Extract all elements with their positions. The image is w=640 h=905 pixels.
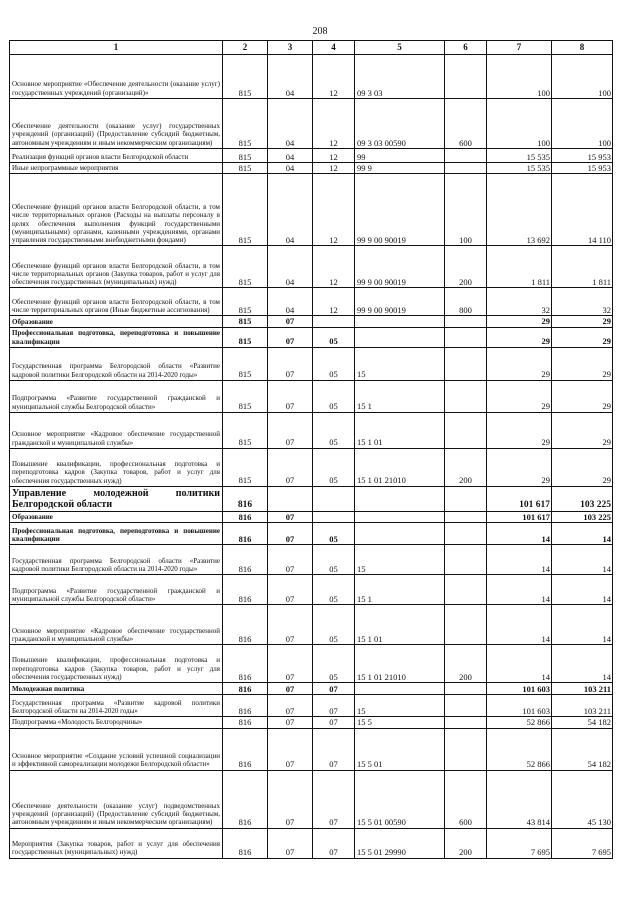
row-name-cell: Основное мероприятие «Кадровое обеспечение государственной гражданской и муниципальной службы» — [10, 605, 223, 645]
header-cell: 2 — [223, 41, 268, 55]
table-row — [10, 99, 613, 149]
budget-table — [9, 40, 613, 859]
row-c7-cell: 13 692 — [487, 174, 552, 246]
table-row — [10, 695, 613, 717]
row-c8-cell: 15 953 — [552, 163, 613, 174]
row-c6-cell — [445, 380, 487, 412]
row-name-cell: Иные непрограммные мероприятия — [10, 163, 223, 174]
row-c2-cell: 815 — [223, 99, 268, 149]
row-c2-cell: 815 — [223, 149, 268, 163]
row-name-cell: Обеспечение функций органов власти Белгородской области, в том числе территориальных органов (Закупка товаров, работ и услуг для обеспечения государственных (муниципальных) нужд) — [10, 246, 223, 288]
row-c8-cell: 54 182 — [552, 728, 613, 770]
row-c7-cell: 29 — [487, 347, 552, 380]
row-c4-cell: 12 — [313, 174, 355, 246]
row-c5-cell: 99 — [355, 149, 445, 163]
table-body — [10, 55, 613, 859]
row-name-cell: Подпрограмма «Развитие государственной гражданской и муниципальной службы Белгородской области» — [10, 575, 223, 605]
row-c4-cell — [313, 486, 355, 511]
row-c2-cell: 816 — [223, 605, 268, 645]
row-c6-cell — [445, 695, 487, 717]
row-c7-cell: 101 603 — [487, 695, 552, 717]
row-c7-cell: 14 — [487, 645, 552, 683]
row-c4-cell: 12 — [313, 163, 355, 174]
row-c8-cell: 45 130 — [552, 770, 613, 828]
table-row — [10, 828, 613, 858]
row-name-cell: Государственная программа «Развитие кадровой политики Белгородской области на 2014-2020 годы» — [10, 695, 223, 717]
row-c4-cell: 07 — [313, 828, 355, 858]
row-c3-cell: 07 — [268, 316, 313, 327]
row-name-cell: Мероприятия (Закупка товаров, работ и услуг для обеспечения государственных (муниципальных) нужд) — [10, 828, 223, 858]
row-c7-cell: 32 — [487, 288, 552, 316]
row-c2-cell: 815 — [223, 347, 268, 380]
row-c7-cell: 1 811 — [487, 246, 552, 288]
row-c8-cell: 14 — [552, 605, 613, 645]
row-c6-cell — [445, 347, 487, 380]
header-cell: 7 — [487, 41, 552, 55]
row-c2-cell: 815 — [223, 288, 268, 316]
row-c2-cell: 816 — [223, 717, 268, 728]
row-c8-cell: 29 — [552, 347, 613, 380]
row-c8-cell: 14 — [552, 523, 613, 545]
table-row — [10, 412, 613, 448]
row-c5-cell: 15 5 01 — [355, 728, 445, 770]
row-name-cell: Обеспечение функций органов власти Белгородской области, в том числе территориальных органов (Расходы на выплаты персоналу в целях обеспечения выполнения функций государственными (муниципальными) органами, казенными учреждениями, органами управления государственными внебюджетными фондами) — [10, 174, 223, 246]
row-c2-cell: 816 — [223, 645, 268, 683]
row-c2-cell: 816 — [223, 683, 268, 695]
row-c6-cell: 100 — [445, 174, 487, 246]
table-row — [10, 645, 613, 683]
row-c6-cell: 800 — [445, 288, 487, 316]
table-row — [10, 174, 613, 246]
row-c3-cell: 07 — [268, 545, 313, 575]
row-c7-cell: 52 866 — [487, 728, 552, 770]
row-name-cell: Реализация функций органов власти Белгородской области — [10, 149, 223, 163]
row-c7-cell: 101 617 — [487, 486, 552, 511]
row-c2-cell: 815 — [223, 174, 268, 246]
row-c8-cell: 29 — [552, 448, 613, 486]
header-row — [10, 41, 613, 55]
row-c5-cell: 09 3 03 — [355, 55, 445, 99]
row-c3-cell: 07 — [268, 511, 313, 522]
row-c8-cell: 103 225 — [552, 511, 613, 522]
row-name-cell: Обеспечение функций органов власти Белгородской области, в том числе территориальных органов (Иные бюджетные ассигнования) — [10, 288, 223, 316]
row-name-cell: Подпрограмма «Молодость Белгородчины» — [10, 717, 223, 728]
row-c5-cell — [355, 523, 445, 545]
table-row — [10, 545, 613, 575]
row-c6-cell: 600 — [445, 99, 487, 149]
row-c7-cell: 14 — [487, 523, 552, 545]
row-c2-cell: 816 — [223, 486, 268, 511]
row-c4-cell: 12 — [313, 149, 355, 163]
row-c7-cell: 52 866 — [487, 717, 552, 728]
row-c5-cell: 15 — [355, 695, 445, 717]
row-c8-cell: 14 — [552, 575, 613, 605]
row-c3-cell: 07 — [268, 828, 313, 858]
table-row — [10, 288, 613, 316]
row-c2-cell: 815 — [223, 246, 268, 288]
row-c3-cell: 07 — [268, 412, 313, 448]
table-row — [10, 523, 613, 545]
table-row — [10, 511, 613, 522]
row-c2-cell: 816 — [223, 545, 268, 575]
row-c5-cell: 99 9 — [355, 163, 445, 174]
row-c8-cell: 54 182 — [552, 717, 613, 728]
table-row — [10, 605, 613, 645]
row-c6-cell — [445, 412, 487, 448]
table-row — [10, 770, 613, 828]
row-c3-cell: 04 — [268, 163, 313, 174]
row-c5-cell — [355, 683, 445, 695]
table-row — [10, 486, 613, 511]
table-row — [10, 575, 613, 605]
table-row — [10, 327, 613, 347]
row-name-cell: Повышение квалификации, профессиональная подготовка и переподготовка кадров (Закупка товаров, работ и услуг для обеспечения государственных нужд) — [10, 448, 223, 486]
row-c4-cell: 05 — [313, 645, 355, 683]
row-c5-cell — [355, 486, 445, 511]
row-c3-cell: 04 — [268, 55, 313, 99]
row-c7-cell: 14 — [487, 605, 552, 645]
row-c2-cell: 816 — [223, 828, 268, 858]
row-c6-cell — [445, 683, 487, 695]
row-name-cell: Основное мероприятие «Обеспечение деятельности (оказание услуг) государственных учреждений (организаций)» — [10, 55, 223, 99]
row-c2-cell: 816 — [223, 523, 268, 545]
row-c4-cell: 05 — [313, 347, 355, 380]
row-name-cell: Основное мероприятие «Создание условий успешной социализации и эффективной самореализации молодежи Белгородской области» — [10, 728, 223, 770]
row-c5-cell: 09 3 03 00590 — [355, 99, 445, 149]
table-row — [10, 683, 613, 695]
row-c4-cell: 07 — [313, 728, 355, 770]
table-row — [10, 149, 613, 163]
row-c7-cell: 7 695 — [487, 828, 552, 858]
table-row — [10, 163, 613, 174]
row-c4-cell: 05 — [313, 575, 355, 605]
row-c8-cell: 29 — [552, 316, 613, 327]
row-c6-cell — [445, 523, 487, 545]
row-c7-cell: 29 — [487, 316, 552, 327]
row-c8-cell: 103 211 — [552, 695, 613, 717]
row-c3-cell: 07 — [268, 523, 313, 545]
row-c8-cell: 14 110 — [552, 174, 613, 246]
row-c4-cell: 07 — [313, 683, 355, 695]
header-cell: 6 — [445, 41, 487, 55]
table-row — [10, 55, 613, 99]
row-c6-cell — [445, 511, 487, 522]
row-name-cell: Государственная программа Белгородской области «Развитие кадровой политики Белгородской области на 2014-2020 годы» — [10, 545, 223, 575]
row-c4-cell — [313, 316, 355, 327]
row-name-cell: Управление молодежной политики Белгородской области — [10, 486, 223, 511]
row-c8-cell: 14 — [552, 545, 613, 575]
row-c6-cell — [445, 316, 487, 327]
row-c4-cell: 12 — [313, 99, 355, 149]
row-c3-cell: 07 — [268, 728, 313, 770]
header-cell: 8 — [552, 41, 613, 55]
row-c3-cell — [268, 486, 313, 511]
row-c8-cell: 103 225 — [552, 486, 613, 511]
row-c2-cell: 816 — [223, 511, 268, 522]
header-cell: 4 — [313, 41, 355, 55]
row-c5-cell: 15 — [355, 347, 445, 380]
row-c4-cell: 12 — [313, 288, 355, 316]
row-c2-cell: 815 — [223, 327, 268, 347]
row-c2-cell: 816 — [223, 770, 268, 828]
row-c6-cell — [445, 327, 487, 347]
row-c2-cell: 815 — [223, 163, 268, 174]
row-c3-cell: 07 — [268, 770, 313, 828]
row-c5-cell: 15 1 01 — [355, 412, 445, 448]
row-c7-cell: 14 — [487, 545, 552, 575]
row-c6-cell: 200 — [445, 448, 487, 486]
row-c8-cell: 15 953 — [552, 149, 613, 163]
row-c8-cell: 14 — [552, 645, 613, 683]
row-c7-cell: 14 — [487, 575, 552, 605]
row-c4-cell: 05 — [313, 523, 355, 545]
table-row — [10, 316, 613, 327]
row-c5-cell — [355, 316, 445, 327]
row-c4-cell: 07 — [313, 770, 355, 828]
row-name-cell: Государственная программа Белгородской области «Развитие кадровой политики Белгородской области на 2014-2020 годы» — [10, 347, 223, 380]
row-c3-cell: 04 — [268, 174, 313, 246]
table-row — [10, 347, 613, 380]
row-c8-cell: 103 211 — [552, 683, 613, 695]
row-c5-cell — [355, 511, 445, 522]
row-c2-cell: 815 — [223, 412, 268, 448]
table-row — [10, 717, 613, 728]
row-name-cell: Обеспечение деятельности (оказание услуг) государственных учреждений (организаций) (Предоставление субсидий бюджетным, автономным учреждениям и иным некоммерческим организациям) — [10, 99, 223, 149]
row-c4-cell: 05 — [313, 545, 355, 575]
row-c3-cell: 07 — [268, 380, 313, 412]
table-row — [10, 380, 613, 412]
row-c2-cell: 815 — [223, 316, 268, 327]
row-name-cell: Молодежная политика — [10, 683, 223, 695]
row-c7-cell: 15 535 — [487, 163, 552, 174]
row-c3-cell: 07 — [268, 683, 313, 695]
header-cell: 1 — [10, 41, 223, 55]
row-c4-cell: 05 — [313, 605, 355, 645]
row-name-cell: Профессиональная подготовка, переподготовка и повышение квалификации — [10, 327, 223, 347]
row-c5-cell: 15 — [355, 545, 445, 575]
row-c3-cell: 04 — [268, 246, 313, 288]
row-name-cell: Повышение квалификации, профессиональная подготовка и переподготовка кадров (Закупка товаров, работ и услуг для обеспечения государственных нужд) — [10, 645, 223, 683]
row-c4-cell: 12 — [313, 246, 355, 288]
row-c3-cell: 07 — [268, 575, 313, 605]
row-c3-cell: 07 — [268, 717, 313, 728]
row-c7-cell: 15 535 — [487, 149, 552, 163]
row-c5-cell: 15 1 01 21010 — [355, 448, 445, 486]
row-c3-cell: 07 — [268, 695, 313, 717]
row-c3-cell: 07 — [268, 327, 313, 347]
row-c6-cell — [445, 545, 487, 575]
row-c3-cell: 07 — [268, 605, 313, 645]
table-row — [10, 448, 613, 486]
row-c3-cell: 04 — [268, 149, 313, 163]
row-c7-cell: 101 617 — [487, 511, 552, 522]
row-c4-cell: 05 — [313, 448, 355, 486]
row-c3-cell: 04 — [268, 288, 313, 316]
row-c6-cell — [445, 728, 487, 770]
row-c3-cell: 07 — [268, 645, 313, 683]
row-c6-cell — [445, 575, 487, 605]
row-c8-cell: 29 — [552, 327, 613, 347]
row-c5-cell: 99 9 00 90019 — [355, 246, 445, 288]
row-c8-cell: 32 — [552, 288, 613, 316]
row-name-cell: Основное мероприятие «Кадровое обеспечение государственной гражданской и муниципальной службы» — [10, 412, 223, 448]
row-c6-cell: 200 — [445, 246, 487, 288]
row-c4-cell: 07 — [313, 695, 355, 717]
row-c7-cell: 101 603 — [487, 683, 552, 695]
row-c2-cell: 816 — [223, 728, 268, 770]
row-c6-cell — [445, 55, 487, 99]
row-c6-cell — [445, 163, 487, 174]
row-c5-cell — [355, 327, 445, 347]
row-c5-cell: 15 5 — [355, 717, 445, 728]
row-c6-cell — [445, 486, 487, 511]
row-c7-cell: 29 — [487, 448, 552, 486]
row-c4-cell: 12 — [313, 55, 355, 99]
row-c7-cell: 29 — [487, 380, 552, 412]
row-c5-cell: 99 9 00 90019 — [355, 174, 445, 246]
page-number: 208 — [312, 26, 328, 37]
row-c3-cell: 07 — [268, 347, 313, 380]
row-c7-cell: 100 — [487, 99, 552, 149]
row-c8-cell: 1 811 — [552, 246, 613, 288]
row-c7-cell: 29 — [487, 327, 552, 347]
row-c4-cell: 05 — [313, 380, 355, 412]
header-cell: 5 — [355, 41, 445, 55]
row-c6-cell: 200 — [445, 645, 487, 683]
row-name-cell: Образование — [10, 511, 223, 522]
row-c8-cell: 100 — [552, 99, 613, 149]
row-c5-cell: 15 1 01 21010 — [355, 645, 445, 683]
row-c2-cell: 816 — [223, 575, 268, 605]
row-c7-cell: 29 — [487, 412, 552, 448]
row-c6-cell — [445, 149, 487, 163]
row-c5-cell: 15 1 01 — [355, 605, 445, 645]
row-c7-cell: 100 — [487, 55, 552, 99]
row-c5-cell: 15 5 01 00590 — [355, 770, 445, 828]
row-c4-cell: 07 — [313, 717, 355, 728]
row-c2-cell: 815 — [223, 448, 268, 486]
table-row — [10, 246, 613, 288]
row-c6-cell — [445, 605, 487, 645]
row-c5-cell: 15 5 01 29990 — [355, 828, 445, 858]
row-c2-cell: 815 — [223, 55, 268, 99]
row-c5-cell: 15 1 — [355, 575, 445, 605]
row-c4-cell: 05 — [313, 327, 355, 347]
row-c6-cell: 600 — [445, 770, 487, 828]
row-c7-cell: 43 814 — [487, 770, 552, 828]
table-row — [10, 728, 613, 770]
row-c4-cell — [313, 511, 355, 522]
row-c8-cell: 29 — [552, 412, 613, 448]
row-c8-cell: 100 — [552, 55, 613, 99]
row-name-cell: Профессиональная подготовка, переподготовка и повышение квалификации — [10, 523, 223, 545]
row-c6-cell: 200 — [445, 828, 487, 858]
row-c8-cell: 7 695 — [552, 828, 613, 858]
row-name-cell: Подпрограмма «Развитие государственной гражданской и муниципальной службы Белгородской области» — [10, 380, 223, 412]
row-c3-cell: 04 — [268, 99, 313, 149]
row-name-cell: Обеспечение деятельности (оказание услуг) подведомственных учреждений (организаций) (Предоставление субсидий бюджетным, автономным учреждениям и иным некоммерческим организациям) — [10, 770, 223, 828]
row-c4-cell: 05 — [313, 412, 355, 448]
row-c5-cell: 15 1 — [355, 380, 445, 412]
row-c5-cell: 99 9 00 90019 — [355, 288, 445, 316]
row-c2-cell: 816 — [223, 695, 268, 717]
header-cell: 3 — [268, 41, 313, 55]
row-c6-cell — [445, 717, 487, 728]
row-c2-cell: 815 — [223, 380, 268, 412]
row-name-cell: Образование — [10, 316, 223, 327]
row-c8-cell: 29 — [552, 380, 613, 412]
row-c3-cell: 07 — [268, 448, 313, 486]
